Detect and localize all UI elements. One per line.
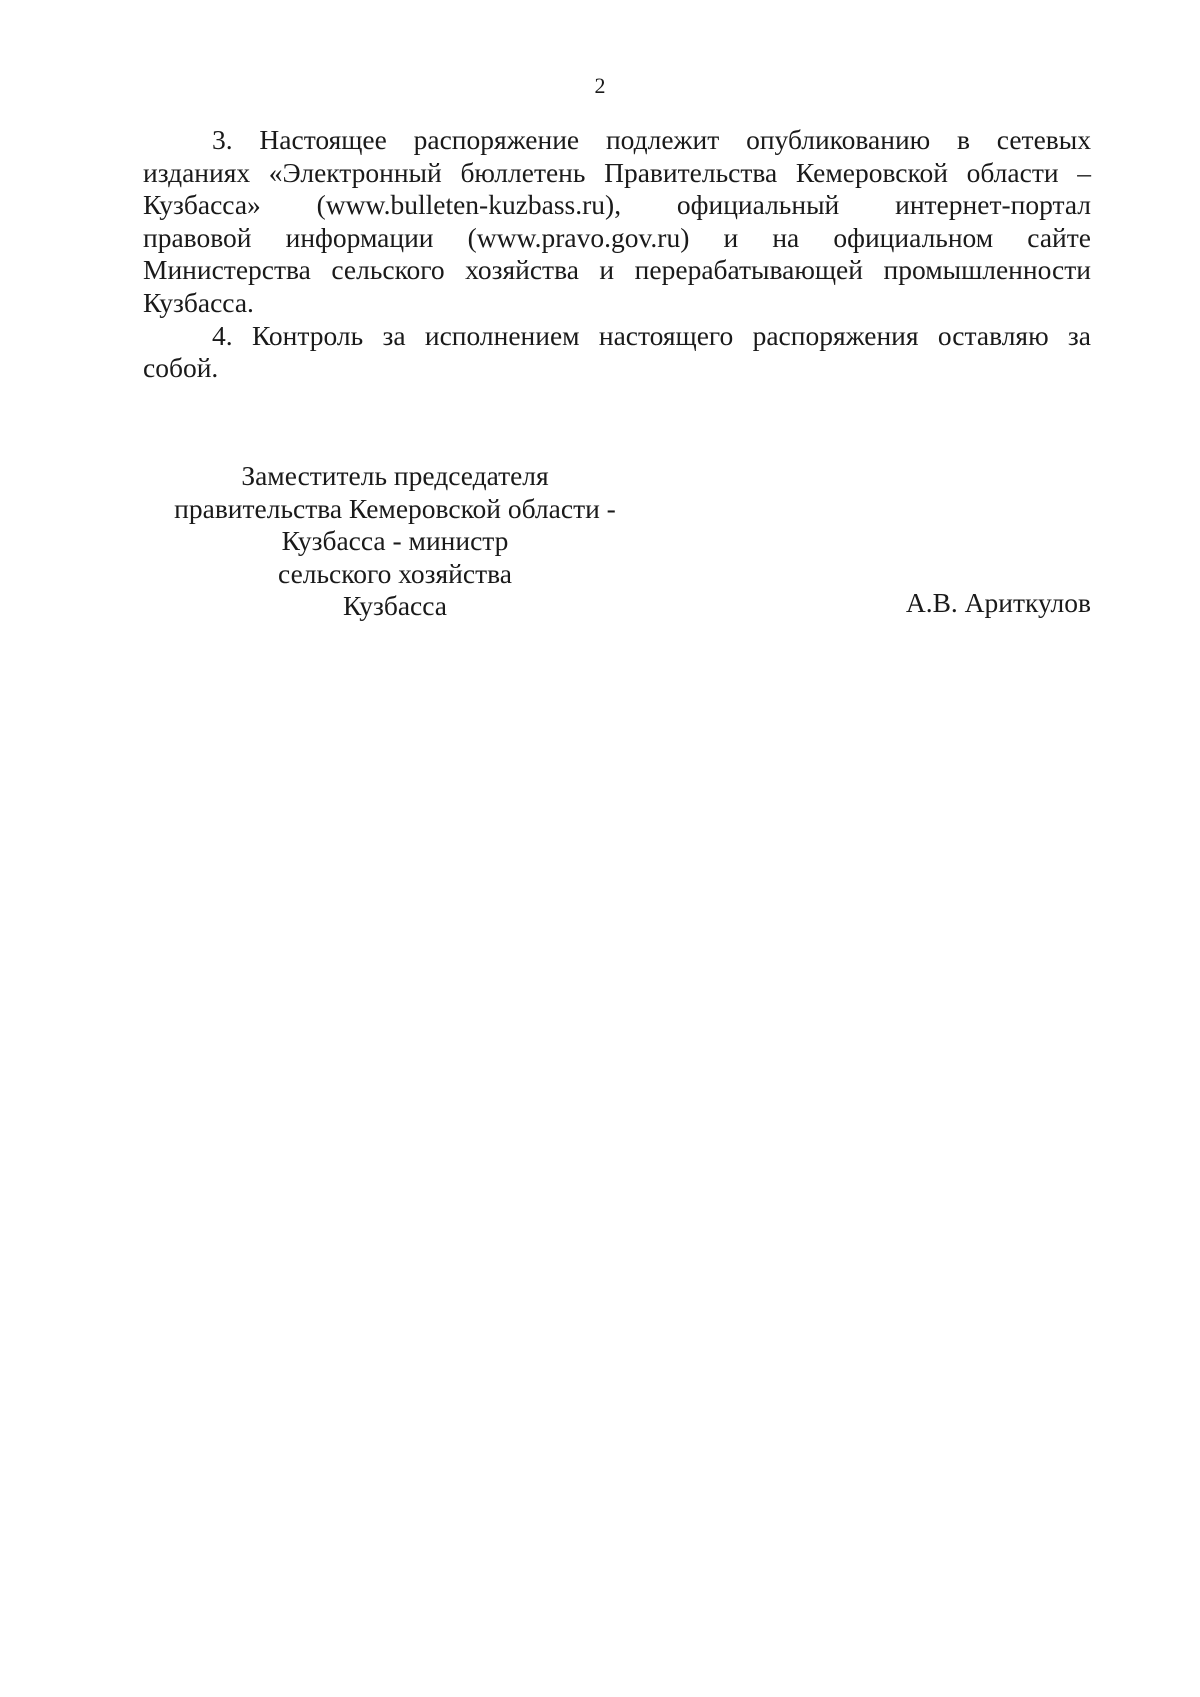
signatory-title-line: Кузбасса - министр — [281, 525, 509, 557]
signatory-title-line: сельского хозяйства — [278, 557, 512, 589]
paragraph-4 — [143, 320, 1091, 385]
paragraph-line: изданиях «Электронный бюллетень Правительства Кемеровской области – — [143, 156, 1091, 188]
paragraph-line: правовой информации (www.pravo.gov.ru) и на официальном сайте — [143, 221, 1091, 253]
signatory-name: А.В. Ариткулов — [905, 587, 1091, 618]
signatory-title-line: Заместитель председателя — [241, 460, 549, 491]
paragraph-3 — [143, 124, 1091, 320]
document-body — [143, 124, 1091, 385]
paragraph-line: собой. — [143, 352, 219, 384]
paragraph-line: Министерства сельского хозяйства и перерабатывающей промышленности — [143, 254, 1091, 286]
signatory-title-line: правительства Кемеровской области - — [174, 492, 616, 524]
signatory-title — [160, 460, 630, 623]
page-number: 2 — [594, 73, 606, 98]
paragraph-line: Кузбасса. — [143, 286, 254, 318]
paragraph-line: 4. Контроль за исполнением настоящего распоряжения оставляю за — [212, 319, 1091, 351]
signatory-title-line: Кузбасса — [342, 590, 448, 622]
paragraph-line: Кузбасса» (www.bulleten-kuzbass.ru), официальный интернет-портал — [143, 189, 1091, 221]
paragraph-line: 3. Настоящее распоряжение подлежит опубликованию в сетевых — [212, 124, 1091, 155]
